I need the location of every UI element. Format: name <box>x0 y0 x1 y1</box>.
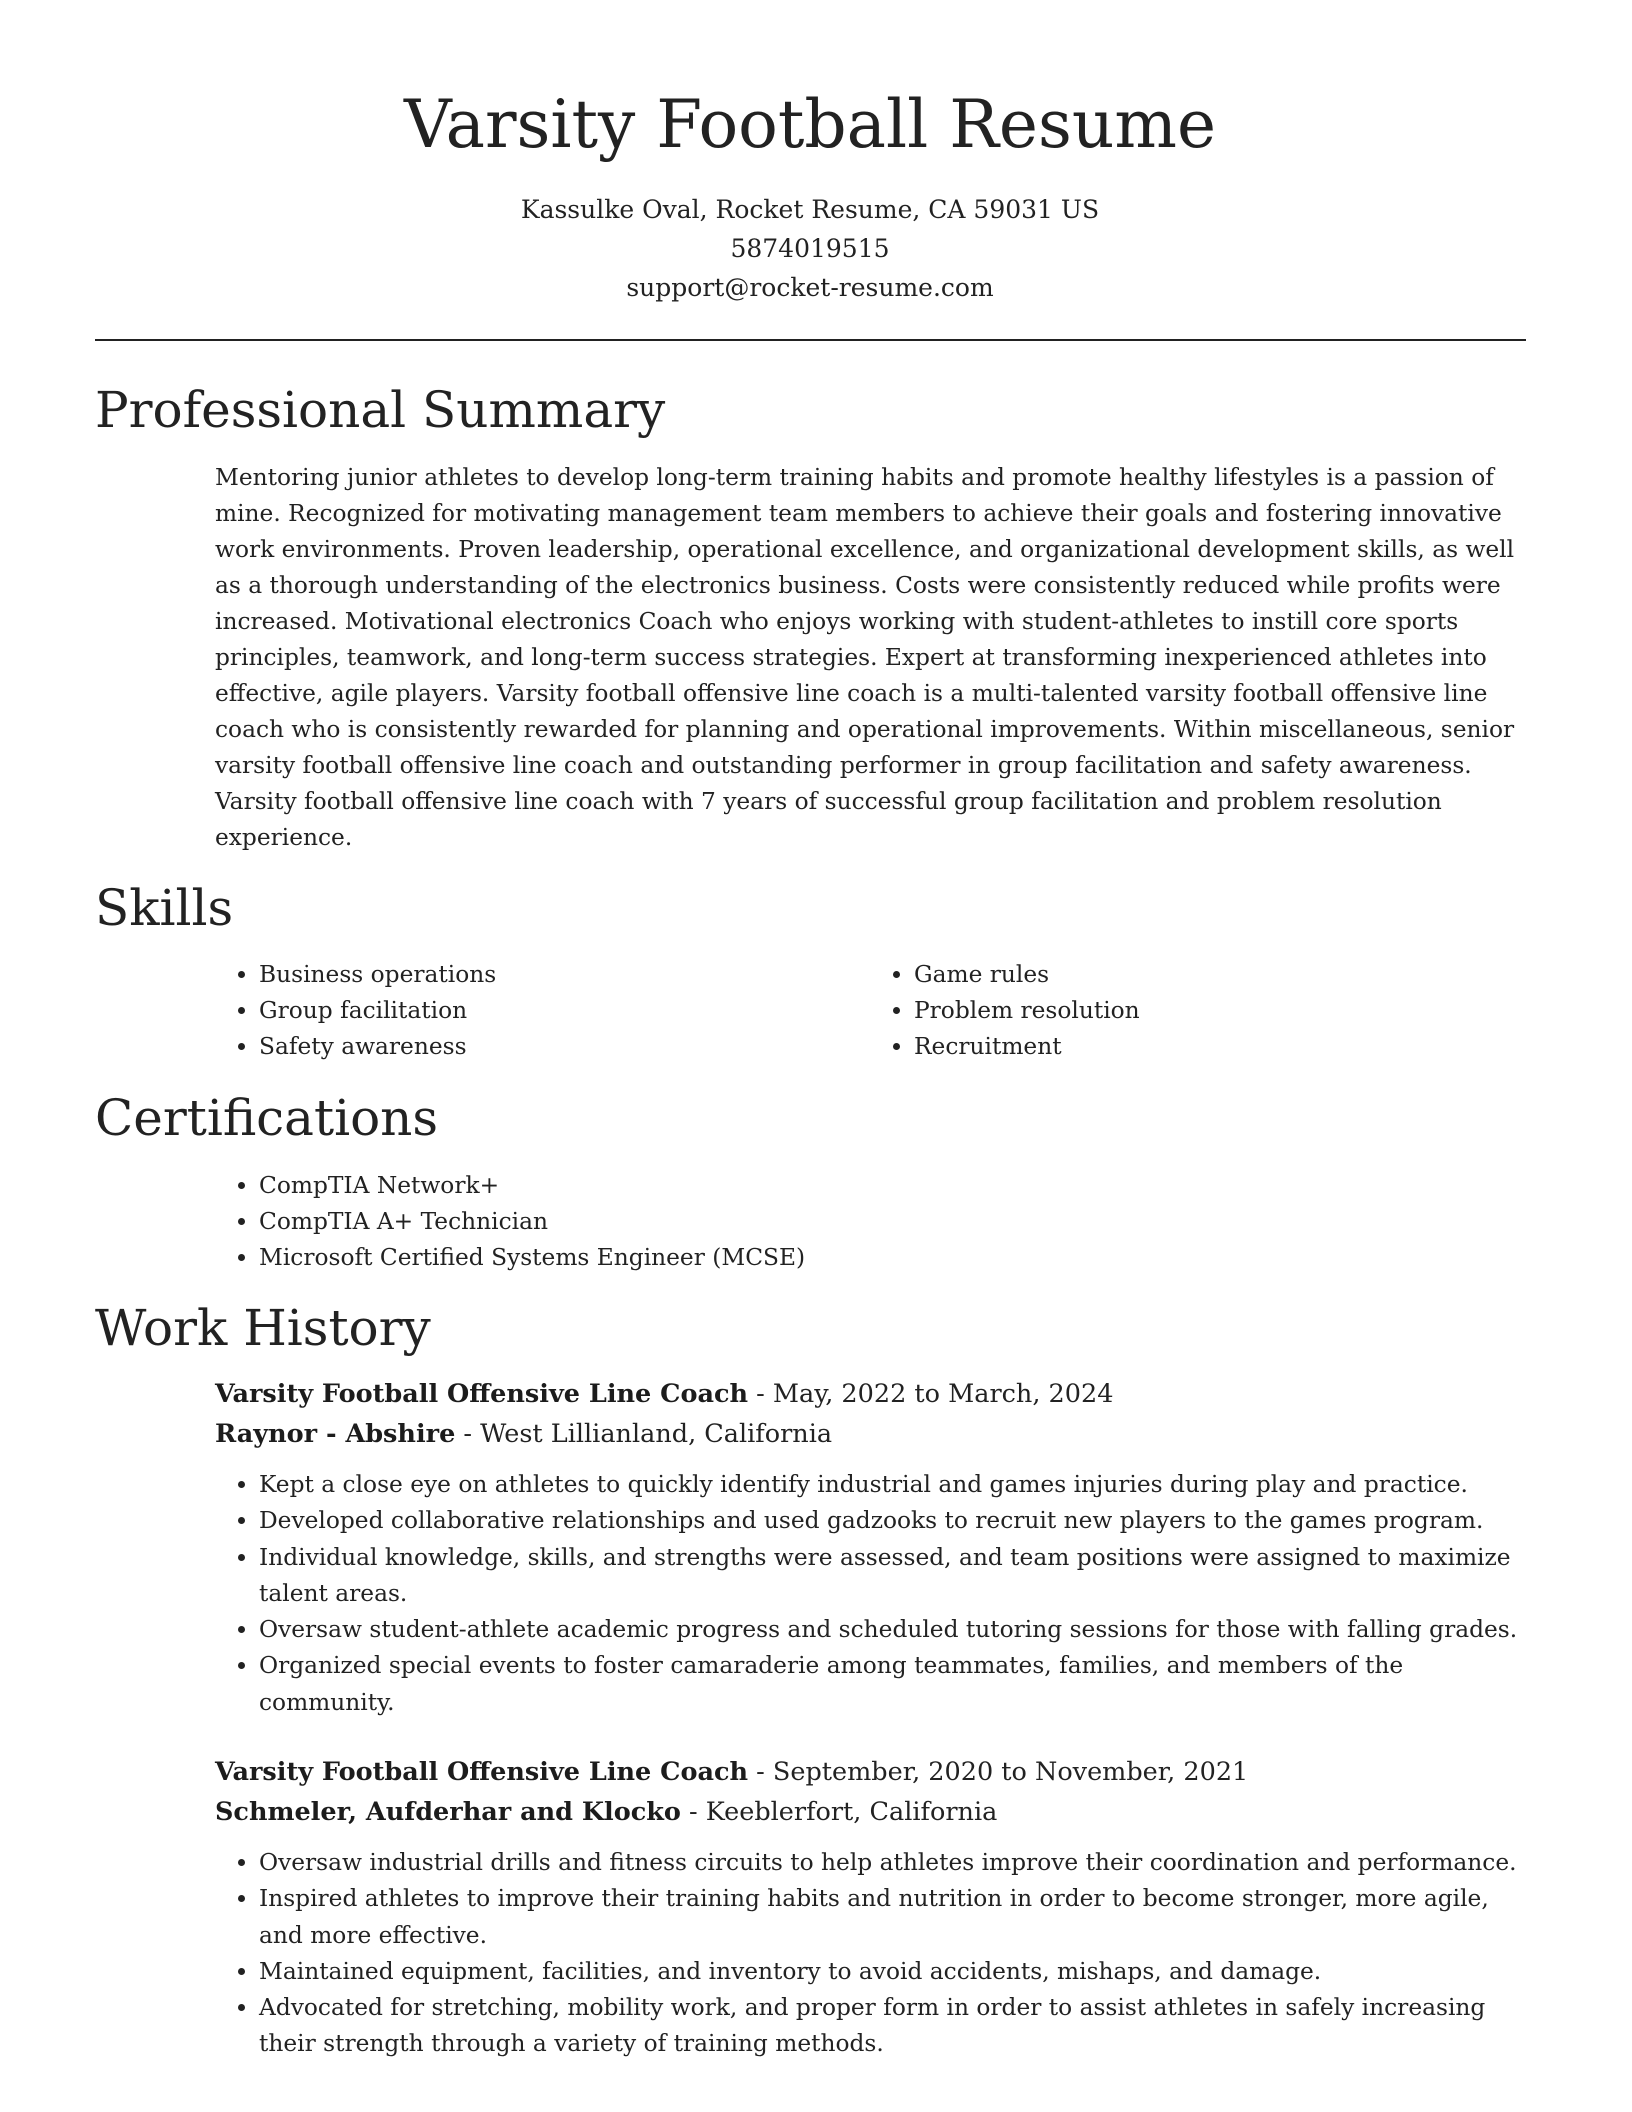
certification-item: • Microsoft Certified Systems Engineer (MCSE) <box>259 1240 1525 1276</box>
certifications-items <box>215 1168 1525 1276</box>
summary-heading: Professional Summary <box>95 381 666 439</box>
job-company-line <box>215 1414 1525 1454</box>
job-bullet: • Oversaw industrial drills and fitness circuits to help athletes improve their coordination and performance. <box>259 1845 1525 1881</box>
job-bullet: • Maintained equipment, facilities, and inventory to avoid accidents, mishaps, and damage. <box>259 1954 1525 1990</box>
job-title-line <box>215 1752 1525 1792</box>
job-bullet: • Inspired athletes to improve their training habits and nutrition in order to become stronger, more agile, and more effective. <box>259 1881 1525 1954</box>
skill-item: • Business operations <box>259 957 870 993</box>
skill-item: • Group facilitation <box>259 993 870 1029</box>
resume-header <box>95 82 1525 307</box>
job-bullet: • Individual knowledge, skills, and strengths were assessed, and team positions were assigned to maximize talent areas. <box>259 1540 1525 1613</box>
certifications-list <box>215 1168 1525 1276</box>
job-role: Varsity Football Offensive Line Coach <box>215 1757 749 1787</box>
separator: - <box>748 1757 773 1787</box>
separator: - <box>680 1797 706 1827</box>
skills-column-left <box>215 957 870 1065</box>
job-title-line <box>215 1374 1525 1414</box>
job-company: Raynor - Abshire <box>215 1419 456 1449</box>
job-location: Keeblerfort, California <box>705 1797 998 1827</box>
skill-item: • Safety awareness <box>259 1029 870 1065</box>
job-bullet: • Oversaw student-athlete academic progress and scheduled tutoring sessions for those with falling grades. <box>259 1612 1525 1648</box>
job-bullet: • Organized special events to foster camaraderie among teammates, families, and members of the community. <box>259 1648 1525 1721</box>
separator: - <box>748 1379 773 1409</box>
job-dates: September, 2020 to November, 2021 <box>772 1757 1249 1787</box>
job-bullet: • Advocated for stretching, mobility work, and proper form in order to assist athletes in safely increasing their strength through a variety of training methods. <box>259 1990 1525 2063</box>
resume-title: Varsity Football Resume <box>403 86 1216 163</box>
certification-item: • CompTIA Network+ <box>259 1168 1525 1204</box>
certifications-heading: Certifications <box>95 1089 439 1147</box>
job-entry <box>215 1752 1525 2063</box>
skills-list <box>215 957 1525 1065</box>
skills-column-right <box>870 957 1525 1065</box>
job-bullet: • Kept a close eye on athletes to quickly identify industrial and games injuries during play and practice. <box>259 1467 1525 1503</box>
email: support@rocket-resume.com <box>626 273 994 302</box>
skill-item: • Game rules <box>914 957 1525 993</box>
job-role: Varsity Football Offensive Line Coach <box>215 1379 749 1409</box>
summary-text <box>215 460 1525 856</box>
skill-item: • Recruitment <box>914 1029 1525 1065</box>
header-divider <box>95 339 1526 341</box>
job-entry <box>215 1374 1525 1721</box>
work-history-heading: Work History <box>95 1299 431 1357</box>
job-bullets <box>215 1845 1525 2063</box>
skills-heading: Skills <box>95 879 234 937</box>
job-bullet: • Developed collaborative relationships and used gadzooks to recruit new players to the games program. <box>259 1503 1525 1539</box>
certification-item: • CompTIA A+ Technician <box>259 1204 1525 1240</box>
job-company: Schmeler, Aufderhar and Klocko <box>215 1797 681 1827</box>
job-dates: May, 2022 to March, 2024 <box>772 1379 1114 1409</box>
job-bullets <box>215 1467 1525 1721</box>
summary-paragraph: Mentoring junior athletes to develop long-term training habits and promote healthy lifestyles is a passion of mine. Recognized for motivating management team members to achieve their goals and fostering innovative work environments. Proven leadership, operational excellence, and organizational development skills, as well as a thorough understanding of the electronics business. Costs were consistently reduced while profits were increased. Motivational electronics Coach who enjoys working with student-athletes to instill core sports principles, teamwork, and long-term success strategies. Expert at transforming inexperienced athletes into effective, agile players. Varsity football offensive line coach is a multi-talented varsity football offensive line coach who is consistently rewarded for planning and operational improvements. Within miscellaneous, senior varsity football offensive line coach and outstanding performer in group facilitation and safety awareness. Varsity football offensive line coach with 7 years of successful group facilitation and problem resolution experience. <box>215 464 1515 851</box>
skill-item: • Problem resolution <box>914 993 1525 1029</box>
job-location: West Lillianland, California <box>480 1419 833 1449</box>
separator: - <box>455 1419 481 1449</box>
phone: 5874019515 <box>730 234 890 263</box>
address: Kassulke Oval, Rocket Resume, CA 59031 US <box>520 195 1100 224</box>
contact-info <box>95 190 1525 307</box>
job-company-line <box>215 1792 1525 1832</box>
